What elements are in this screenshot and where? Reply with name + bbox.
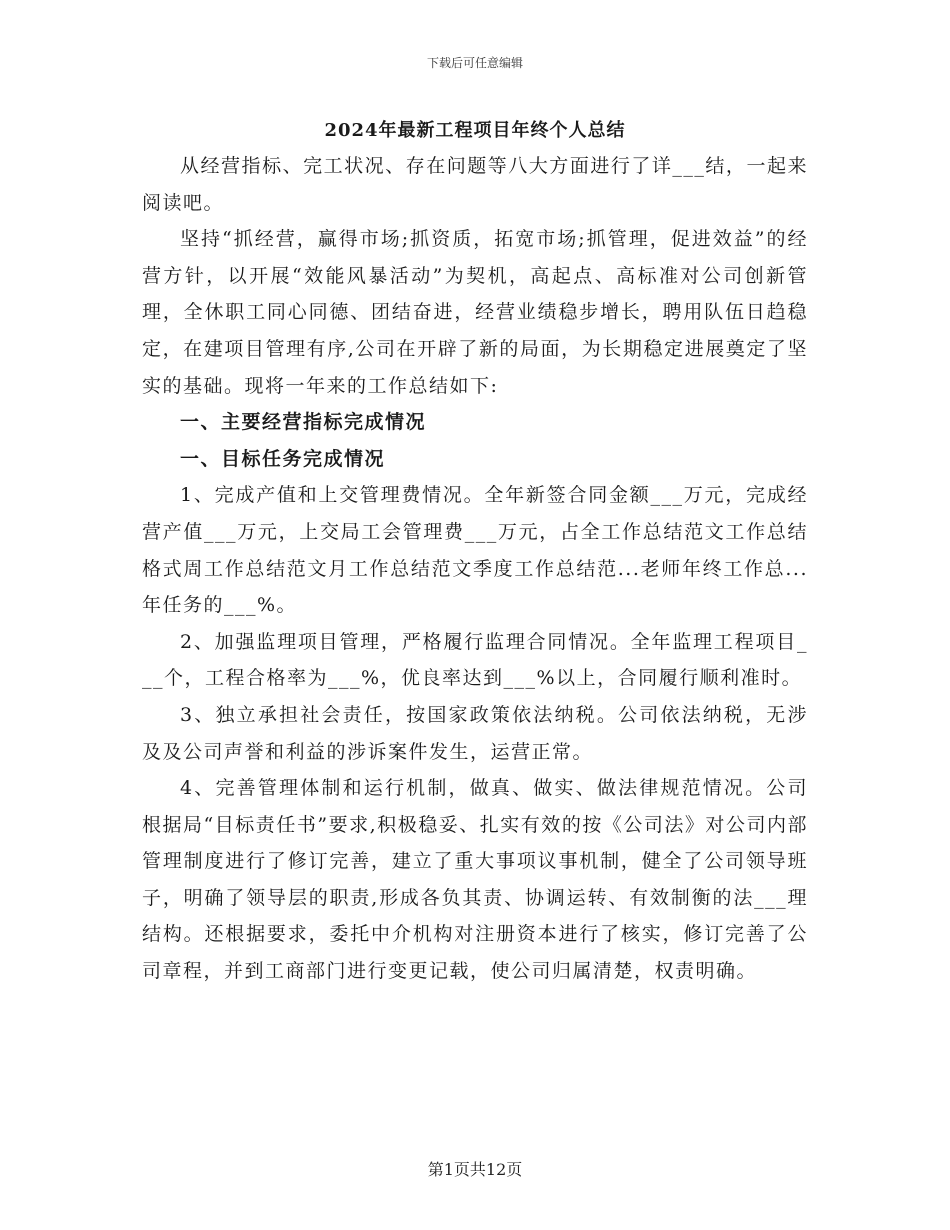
document-body bbox=[142, 148, 808, 990]
item-4-paragraph: 4、完善管理体制和运行机制，做真、做实、做法律规范情况。公司根据局“目标责任书”要求,积极稳妥、扎实有效的按《公司法》对公司内部管理制度进行了修订完善，建立了重大事项议事机制，健全了公司领导班子，明确了领导层的职责,形成各负其责、协调运转、有效制衡的法___理结构。还根据要求，委托中介机构对注册资本进行了核实，修订完善了公司章程，并到工商部门进行变更记载，使公司归属清楚，权责明确。 bbox=[142, 777, 808, 983]
download-edit-note: 下载后可任意编辑 bbox=[426, 56, 523, 70]
section-heading-main-indicators: 一、主要经营指标完成情况 bbox=[180, 411, 427, 434]
intro-paragraph: 从经营指标、完工状况、存在问题等八大方面进行了详___结，一起来阅读吧。 bbox=[142, 155, 808, 214]
policy-paragraph: 坚持“抓经营，赢得市场;抓资质，拓宽市场;抓管理，促进效益”的经营方针，以开展“效能风暴活动”为契机，高起点、高标准对公司创新管理，全休职工同心同德、团结奋进，经营业绩稳步增长，聘用队伍日趋稳定，在建项目管理有序,公司在开辟了新的局面，为长期稳定进展奠定了坚实的基础。现将一年来的工作总结如下: bbox=[142, 228, 808, 397]
item-1-paragraph: 1、完成产值和上交管理费情况。全年新签合同金额___万元，完成经营产值___万元，上交局工会管理费___万元，占全工作总结范文工作总结格式周工作总结范文月工作总结范文季度工作总结范...老师年终工作总...年任务的___%。 bbox=[142, 484, 808, 617]
section-heading-targets: 一、目标任务完成情况 bbox=[180, 447, 386, 470]
document-title: 2024年最新工程项目年终个人总结 bbox=[324, 120, 626, 141]
item-3-paragraph: 3、独立承担社会责任，按国家政策依法纳税。公司依法纳税，无涉及及公司声誉和利益的涉诉案件发生，运营正常。 bbox=[142, 703, 808, 763]
page-number: 第1页共12页 bbox=[427, 1160, 523, 1179]
item-2-paragraph: 2、加强监理项目管理，严格履行监理合同情况。全年监理工程项目___个，工程合格率为___%，优良率达到___%以上，合同履行顺利准时。 bbox=[142, 630, 808, 690]
